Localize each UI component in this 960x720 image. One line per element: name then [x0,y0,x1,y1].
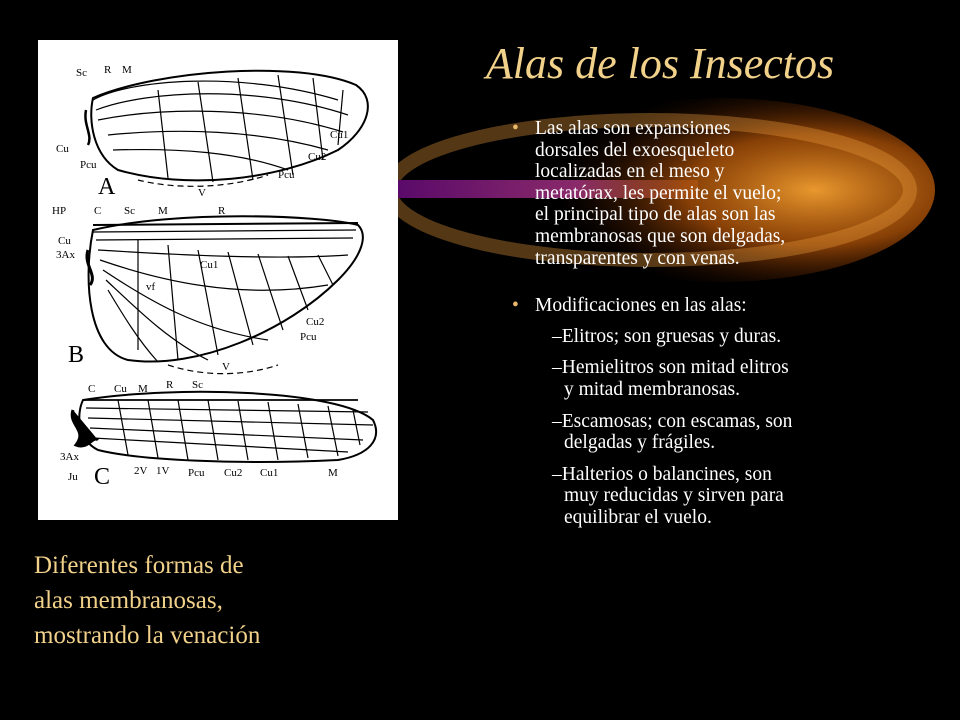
svg-text:3Ax: 3Ax [60,451,79,463]
bullet-text-line: Las alas son expansiones [535,118,731,139]
svg-text:3Ax: 3Ax [56,249,75,261]
sub-item-line: delgadas y frágiles. [564,432,716,454]
svg-text:Pcu: Pcu [278,169,295,181]
svg-text:M: M [328,467,338,479]
sub-item-line: –Elitros; son gruesas y duras. [552,325,782,347]
wing-b [87,216,363,373]
sub-item-line: –Halterios o balancines, son [552,463,772,485]
svg-text:Pcu: Pcu [300,331,317,343]
bullet-text-line: Modificaciones en las alas: [535,295,747,317]
sub-item-line: y mitad membranosas. [564,378,741,400]
svg-text:R: R [104,64,112,76]
bullet-item [508,295,908,317]
sub-item-line: muy reducidas y sirven para [564,485,784,507]
svg-text:R: R [218,205,226,217]
svg-text:M: M [122,64,132,76]
wing-venation-drawing [38,40,398,520]
sub-item [552,326,908,348]
bullet-text-line: membranosas que son delgadas, [535,225,786,247]
svg-text:M: M [138,383,148,395]
svg-text:Sc: Sc [124,205,135,217]
bullet-dot-icon: • [512,295,519,317]
caption-line: Diferentes formas de [34,552,244,579]
svg-text:Cu2: Cu2 [308,151,327,163]
sub-item-line: equilibrar el vuelo. [564,506,712,528]
bullet-list [508,118,908,529]
bullet-text-line: localizadas en el meso y [535,161,725,183]
wing-c [72,392,376,462]
svg-text:Ju: Ju [68,471,78,483]
figure-caption [34,548,364,653]
svg-text:Sc: Sc [76,67,87,79]
wing-a [85,71,367,187]
svg-text:Cu1: Cu1 [260,467,279,479]
svg-text:R: R [166,379,174,391]
svg-text:C: C [88,383,96,395]
bullet-text-line: dorsales del exoesqueleto [535,139,735,161]
svg-text:1V: 1V [156,465,170,477]
svg-text:Cu: Cu [58,235,71,247]
bullet-dot-icon: • [512,118,519,139]
svg-text:Cu2: Cu2 [306,316,325,328]
panel-letter-a: A [98,174,116,200]
svg-text:Cu2: Cu2 [224,467,243,479]
slide-title: Alas de los Insectos [485,39,835,88]
bullet-text-line: metatórax, les permite el vuelo; [535,182,782,204]
wing-figure [38,40,398,520]
svg-text:Cu: Cu [56,143,69,155]
svg-text:Cu: Cu [114,383,127,395]
svg-text:V: V [198,187,206,199]
sub-item-line: –Hemielitros son mitad elitros [552,357,789,379]
sub-item [552,411,908,454]
svg-text:V: V [222,361,230,373]
sub-item [552,464,908,529]
svg-text:Sc: Sc [192,379,203,391]
bullet-item [508,118,908,269]
panel-letter-b: B [68,342,85,368]
svg-text:vf: vf [146,281,156,293]
caption-line: alas membranosas, [34,587,223,614]
svg-text:HP: HP [52,205,67,217]
sub-item-line: –Escamosas; con escamas, son [552,410,793,432]
sub-item [552,357,908,400]
svg-text:Cu1: Cu1 [330,129,349,141]
bullet-text-line: transparentes y con venas. [535,247,740,269]
caption-line: mostrando la venación [34,622,261,649]
svg-text:Pcu: Pcu [188,467,205,479]
svg-text:Pcu: Pcu [80,159,97,171]
bullet-text-line: el principal tipo de alas son las [535,204,776,226]
panel-letter-c: C [94,464,111,490]
svg-text:C: C [94,205,102,217]
svg-text:Cu1: Cu1 [200,259,219,271]
svg-text:M: M [158,205,168,217]
svg-text:2V: 2V [134,465,148,477]
